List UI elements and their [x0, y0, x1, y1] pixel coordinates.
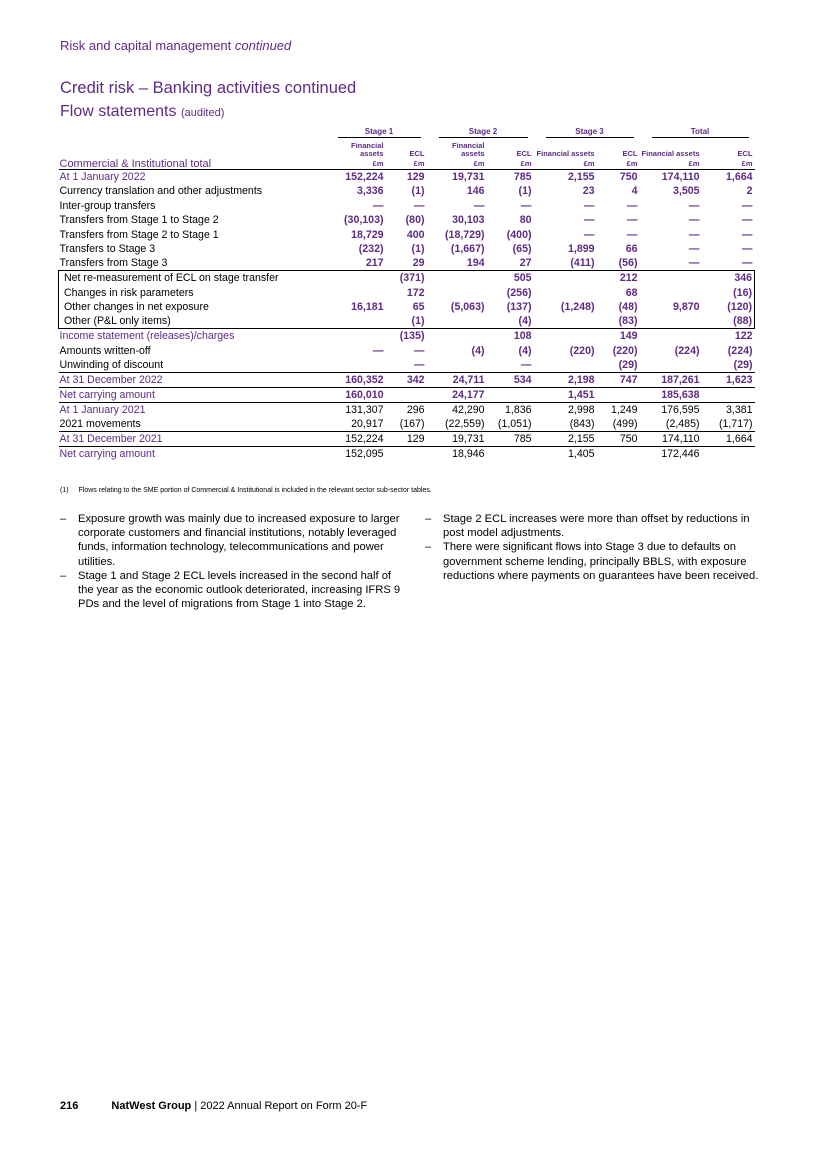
- table-cell: (411): [570, 257, 595, 269]
- table-cell: 1,664: [726, 170, 753, 183]
- bullet-marker: –: [60, 513, 67, 525]
- row-label: Unwinding of discount: [59, 358, 164, 371]
- table-cell: (83): [597, 314, 640, 329]
- row-label: Net carrying amount: [59, 446, 326, 461]
- table-cell: 194: [466, 257, 485, 269]
- table-cell: [640, 358, 702, 373]
- table-cell: —: [741, 257, 753, 269]
- table-cell: 505: [487, 271, 534, 286]
- row-label: Other (P&L only items): [59, 314, 326, 329]
- column-header: ECL: [516, 149, 532, 158]
- table-cell: [534, 358, 597, 373]
- table-cell: [427, 314, 487, 329]
- table-cell: 3,336: [356, 185, 384, 197]
- table-cell: —: [583, 214, 595, 226]
- section-header: [60, 38, 291, 53]
- footnote: [60, 487, 432, 494]
- table-cell: —: [741, 214, 753, 226]
- stage-header-row: [59, 126, 755, 138]
- table-cell: 174,110: [640, 431, 702, 446]
- bullet-item: [425, 512, 765, 540]
- column-header: ECL: [622, 149, 638, 158]
- table-cell: [427, 358, 487, 373]
- table-row: [59, 285, 755, 300]
- table-cell: (1): [411, 185, 425, 197]
- table-cell: 19,731: [427, 431, 487, 446]
- bullet-item: [425, 540, 765, 583]
- column-header: Financial assets: [451, 141, 485, 158]
- unit-header: £m: [372, 158, 384, 168]
- table-cell: 534: [487, 372, 534, 387]
- table-cell: [640, 329, 702, 344]
- table-cell: (2,485): [665, 417, 700, 430]
- table-cell: 18,946: [427, 446, 487, 461]
- table-cell: 19,731: [452, 170, 485, 183]
- column-header-blank: [59, 138, 326, 158]
- table-row: [59, 402, 755, 417]
- table-cell: 160,352: [326, 372, 386, 387]
- table-cell: 122: [734, 330, 753, 342]
- table-row: [59, 242, 755, 257]
- table-cell: 187,261: [640, 372, 702, 387]
- stage-header: Stage 1: [326, 126, 427, 138]
- table-cell: —: [372, 199, 384, 212]
- unit-header: £m: [741, 158, 753, 168]
- table-cell: [534, 271, 597, 286]
- column-header: Financial assets: [536, 149, 595, 158]
- unit-header-row: [59, 158, 755, 169]
- table-cell: (232): [358, 243, 384, 255]
- table-cell: (499): [612, 417, 638, 430]
- table-cell: 212: [597, 271, 640, 286]
- table-cell: 24,177: [427, 387, 487, 402]
- table-cell: —: [688, 199, 700, 212]
- table-cell: 176,595: [640, 402, 702, 417]
- table-row: [59, 343, 755, 358]
- footer-report: 2022 Annual Report on Form 20-F: [200, 1100, 368, 1112]
- table-cell: (4): [487, 314, 534, 329]
- table-cell: 785: [487, 431, 534, 446]
- unit-header: £m: [413, 158, 425, 168]
- footer-brand: NatWest Group: [111, 1100, 192, 1112]
- subtitle-note: (audited): [180, 107, 225, 119]
- footnote-number: (1): [60, 487, 69, 494]
- table-cell: [534, 314, 597, 329]
- table-cell: [326, 271, 386, 286]
- stage-header: Stage 2: [427, 126, 534, 138]
- table-cell: 108: [513, 330, 532, 342]
- table-cell: [386, 446, 427, 461]
- table-cell: [427, 329, 487, 344]
- stage-header: Total: [640, 126, 755, 138]
- table-cell: (48): [618, 301, 638, 313]
- table-cell: 172,446: [640, 446, 702, 461]
- table-row: [59, 227, 755, 242]
- table-cell: (371): [386, 271, 427, 286]
- page-footer: [60, 1100, 367, 1112]
- row-label: Changes in risk parameters: [59, 285, 326, 300]
- table-cell: 27: [519, 257, 532, 269]
- table-cell: 2,998: [534, 402, 597, 417]
- table-cell: (120): [702, 300, 755, 315]
- table-cell: 1,451: [534, 387, 597, 402]
- table-cell: 750: [619, 170, 638, 183]
- bullet-item: [60, 569, 405, 612]
- stage-header-blank: [59, 126, 326, 138]
- table-cell: (220): [569, 344, 595, 357]
- column-header: Financial assets: [350, 141, 384, 158]
- table-cell: 785: [513, 170, 532, 183]
- table-cell: 68: [625, 286, 638, 299]
- table-cell: 80: [519, 214, 532, 226]
- section-title: Risk and capital management: [60, 38, 232, 53]
- table-cell: —: [520, 358, 532, 371]
- unit-header: £m: [626, 158, 638, 168]
- table-cell: (1,051): [497, 417, 532, 430]
- page-title: Credit risk – Banking activities continued: [60, 79, 357, 97]
- table-cell: —: [626, 199, 638, 212]
- table-cell: [487, 387, 534, 402]
- bullet-marker: –: [425, 541, 432, 554]
- page-subtitle: [60, 103, 224, 121]
- table-cell: [427, 285, 487, 300]
- table-cell: [702, 446, 755, 461]
- table-cell: 4: [631, 185, 638, 197]
- table-cell: 1,899: [567, 243, 595, 255]
- table-cell: 129: [386, 431, 427, 446]
- table-cell: (167): [399, 417, 425, 430]
- table-cell: (1): [411, 243, 425, 255]
- table-cell: 1,249: [597, 402, 640, 417]
- table-row: [59, 169, 755, 184]
- footer-separator: |: [194, 1100, 198, 1112]
- unit-header: £m: [583, 158, 595, 168]
- flow-table: [58, 126, 755, 461]
- table-cell: —: [413, 344, 425, 357]
- row-label: Transfers to Stage 3: [59, 243, 156, 255]
- table-cell: 3,381: [702, 402, 755, 417]
- table-cell: (18,729): [445, 228, 485, 241]
- table-cell: —: [372, 344, 384, 357]
- table-cell: —: [688, 243, 700, 255]
- table-cell: —: [688, 228, 700, 241]
- table-cell: 400: [406, 228, 425, 241]
- table-cell: [702, 387, 755, 402]
- row-label: Net re-measurement of ECL on stage transfer: [59, 271, 326, 286]
- table-cell: (56): [618, 257, 638, 269]
- table-cell: 1,623: [702, 372, 755, 387]
- table-cell: [427, 271, 487, 286]
- table-cell: —: [520, 199, 532, 212]
- table-cell: (224): [727, 344, 753, 357]
- table-corner-label: Commercial & Institutional total: [59, 157, 212, 170]
- table-cell: (220): [612, 344, 638, 357]
- table-cell: 1,836: [487, 402, 534, 417]
- table-cell: 3,505: [672, 185, 700, 197]
- commentary-left: [60, 512, 405, 611]
- bullet-text: Stage 2 ECL increases were more than offset by reductions in post model adjustments.: [443, 513, 750, 540]
- table-row: [59, 300, 755, 315]
- table-cell: 42,290: [427, 402, 487, 417]
- bullet-item: [60, 512, 405, 569]
- table-cell: [534, 329, 597, 344]
- table-cell: —: [626, 214, 638, 226]
- table-cell: 2: [746, 185, 753, 197]
- table-cell: (1,667): [450, 243, 485, 255]
- table-cell: (29): [618, 358, 638, 371]
- table-cell: 346: [702, 271, 755, 286]
- table-cell: 18,729: [351, 228, 384, 241]
- table-cell: —: [688, 214, 700, 226]
- bullet-marker: –: [425, 513, 432, 525]
- unit-header: £m: [688, 158, 700, 168]
- column-header-row: [59, 138, 755, 158]
- table-row: [59, 184, 755, 199]
- table-cell: [640, 285, 702, 300]
- subtitle-text: Flow statements: [60, 103, 177, 120]
- row-label: At 31 December 2021: [59, 431, 326, 446]
- table-cell: (1): [518, 185, 532, 197]
- table-cell: (30,103): [344, 214, 384, 226]
- column-header: ECL: [409, 149, 425, 158]
- row-label: At 1 January 2021: [59, 402, 326, 417]
- table-cell: (137): [506, 301, 532, 313]
- table-cell: (1,717): [718, 417, 753, 430]
- table-row: [59, 417, 755, 432]
- table-cell: [597, 446, 640, 461]
- table-cell: 131,307: [326, 402, 386, 417]
- row-label: Transfers from Stage 3: [59, 257, 168, 269]
- table-cell: (400): [506, 228, 532, 241]
- table-cell: —: [741, 199, 753, 212]
- table-cell: [487, 446, 534, 461]
- column-header: Financial assets: [641, 149, 700, 158]
- table-cell: (16): [702, 285, 755, 300]
- bullet-marker: –: [60, 569, 67, 582]
- table-cell: (224): [674, 344, 700, 357]
- table-cell: (1): [386, 314, 427, 329]
- commentary-right: [425, 512, 765, 583]
- table-cell: 342: [386, 372, 427, 387]
- table-cell: (843): [569, 417, 595, 430]
- table-cell: 65: [412, 301, 425, 313]
- unit-header: £m: [520, 158, 532, 168]
- table-row: [59, 256, 755, 271]
- row-label: At 1 January 2022: [59, 170, 146, 183]
- table-cell: [326, 358, 386, 373]
- table-cell: (1,248): [560, 301, 595, 313]
- row-label: At 31 December 2022: [59, 372, 326, 387]
- table-cell: 24,711: [427, 372, 487, 387]
- table-cell: 152,095: [326, 446, 386, 461]
- table-cell: 152,224: [345, 170, 384, 183]
- table-cell: [640, 271, 702, 286]
- table-cell: 1,664: [702, 431, 755, 446]
- row-label: Net carrying amount: [59, 387, 326, 402]
- table-cell: [597, 387, 640, 402]
- table-cell: 20,917: [351, 417, 384, 430]
- table-cell: 185,638: [640, 387, 702, 402]
- table-cell: —: [583, 199, 595, 212]
- table-cell: [386, 387, 427, 402]
- row-label: Transfers from Stage 1 to Stage 2: [59, 214, 219, 226]
- column-header: ECL: [737, 149, 753, 158]
- table-row: [59, 372, 755, 387]
- table-cell: 30,103: [452, 214, 485, 226]
- footnote-text: Flows relating to the SME portion of Commercial & Institutional is included in the relevant sector sub-sector tables.: [78, 487, 432, 494]
- stage-header: Stage 3: [534, 126, 640, 138]
- table-cell: (135): [399, 330, 425, 342]
- table-cell: (5,063): [450, 301, 485, 313]
- table-cell: 9,870: [672, 301, 700, 313]
- table-cell: —: [583, 228, 595, 241]
- row-label: Currency translation and other adjustments: [59, 185, 263, 197]
- row-label: Other changes in net exposure: [59, 300, 326, 315]
- table-cell: —: [741, 243, 753, 255]
- table-cell: [326, 329, 386, 344]
- row-label: Amounts written-off: [59, 344, 151, 357]
- table-row: [59, 271, 755, 286]
- table-row: [59, 431, 755, 446]
- table-cell: 217: [365, 257, 384, 269]
- page-number: 216: [60, 1100, 79, 1112]
- table-cell: (80): [405, 214, 425, 226]
- table-cell: (256): [506, 286, 532, 299]
- table-cell: 174,110: [661, 170, 700, 183]
- row-label: 2021 movements: [59, 417, 141, 430]
- table-cell: 152,224: [326, 431, 386, 446]
- table-cell: (29): [733, 358, 753, 371]
- bullet-text: Exposure growth was mainly due to increased exposure to larger corporate customers and financial institutions, notably leveraged funds, information technology, telecommunications and power utilities.: [78, 513, 400, 568]
- table-cell: —: [413, 199, 425, 212]
- table-cell: 172: [406, 286, 425, 299]
- table-cell: —: [741, 228, 753, 241]
- row-label: Inter-group transfers: [59, 199, 156, 212]
- bullet-text: There were significant flows into Stage 3 due to defaults on government scheme lending, principally BBLS, with exposure reductions where payments on guarantees have been received.: [443, 541, 759, 582]
- table-cell: 296: [386, 402, 427, 417]
- table-cell: —: [473, 199, 485, 212]
- table-cell: [640, 314, 702, 329]
- table-cell: —: [626, 228, 638, 241]
- table-row: [59, 358, 755, 373]
- table-cell: 129: [406, 170, 425, 183]
- table-cell: —: [688, 257, 700, 269]
- bullet-text: Stage 1 and Stage 2 ECL levels increased in the second half of the year as the economic outlook deteriorated, increasing IFRS 9 PDs and the level of migrations from Stage 1 into Stage 2.: [78, 569, 401, 611]
- table-cell: [326, 285, 386, 300]
- table-row: [59, 387, 755, 402]
- table-cell: 2,198: [534, 372, 597, 387]
- table-cell: (88): [702, 314, 755, 329]
- table-cell: —: [413, 358, 425, 371]
- table-cell: 23: [582, 185, 595, 197]
- table-cell: 29: [412, 257, 425, 269]
- table-row: [59, 446, 755, 461]
- unit-header: £m: [473, 158, 485, 168]
- table-cell: (4): [518, 344, 532, 357]
- table-cell: 149: [619, 330, 638, 342]
- table-cell: 2,155: [534, 431, 597, 446]
- table-cell: 146: [466, 185, 485, 197]
- table-cell: [326, 314, 386, 329]
- table-cell: 750: [597, 431, 640, 446]
- table-cell: 160,010: [326, 387, 386, 402]
- table-cell: 66: [625, 243, 638, 255]
- table-cell: 2,155: [567, 170, 595, 183]
- table-cell: 16,181: [351, 301, 384, 313]
- table-row: [59, 314, 755, 329]
- table-cell: (4): [471, 344, 485, 357]
- row-label: Income statement (releases)/charges: [59, 330, 235, 342]
- table-cell: (65): [512, 243, 532, 255]
- table-cell: 1,405: [534, 446, 597, 461]
- table-cell: 747: [597, 372, 640, 387]
- table-cell: [534, 285, 597, 300]
- table-row: [59, 329, 755, 344]
- section-continued: continued: [234, 38, 292, 53]
- row-label: Transfers from Stage 2 to Stage 1: [59, 228, 219, 241]
- table-row: [59, 198, 755, 213]
- table-body: [59, 169, 755, 461]
- table-cell: (22,559): [445, 417, 485, 430]
- flow-statement-table: [58, 126, 754, 461]
- table-row: [59, 213, 755, 228]
